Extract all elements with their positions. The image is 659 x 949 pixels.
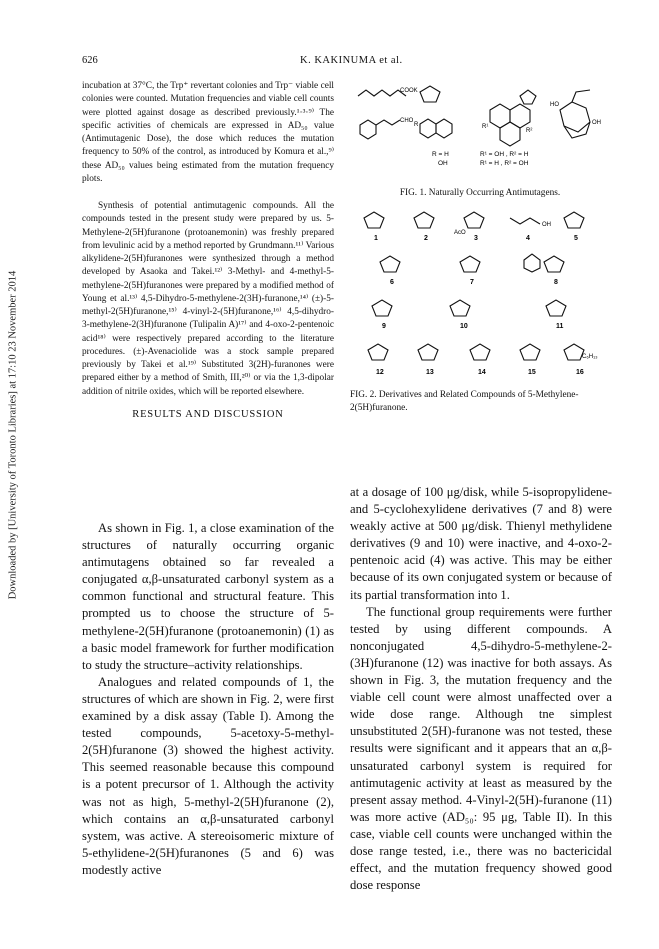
compound-number-15: 15 — [528, 369, 536, 376]
fig2-label-aco: AcO — [454, 230, 466, 236]
compound-number-14: 14 — [478, 369, 486, 376]
synthesis-paragraph: Synthesis of potential antimutagenic compounds. All the compounds tested in the present study were prepared by us. 5-Methylene-2(5H)furanone (protoanemonin) was freshly prepared from levulinic acid by a method reported by Grundmann.¹¹⁾ Various alkylidene-2(5H)furanones were synthesized through a method developed by Asaoka and Takei.¹²⁾ 3-Methyl- and 4-methyl-5-methylene-2(5H)furanones were prepared by a modified method of Young et al.¹³⁾ 4,5-Dihydro-5-methylene-2(3H)-furanone,¹⁴⁾ (±)-5-methyl-2(5H)furanone,¹⁵⁾ 4-vinyl-2-(5H)furanone,¹⁶⁾ 4,5-dihydro-3-methylene-2(3H)furanone (Tulipalin A)¹⁷⁾ and 4-oxo-2-pentenoic acid¹⁸⁾ were respectively prepared according to the literature procedures. (±)-Avenaciolide was a stock sample prepared previously by Takei et al.¹⁹⁾ Substituted 3(2H)-furanones were prepared either by a method of Smith, III,²⁰⁾ or via the 1,3-dipolar addition of nitrile oxides, which will be reported elsewhere. — [82, 201, 334, 397]
compound-number-13: 13 — [426, 369, 434, 376]
polyene-chain-shape — [358, 90, 406, 96]
methods-paragraph: incubation at 37°C, the Trp⁺ revertant colonies and Trp⁻ viable cell colonies were counted. Mutation frequencies and viable cell counts were plotted against dosage as described previously.¹·³·⁹⁾ The specific activities of chemicals are expressed in AD₅₀ value (Antimutagenic Dose), the dose which reduces the mutation frequency to 50% of the control, as introduced by Komura et al.,⁹⁾ these AD₅₀ values being estimated from the mutation frequency plots. — [82, 81, 334, 184]
compound-number-7: 7 — [470, 279, 474, 286]
results-paragraph-1: As shown in Fig. 1, a close examination of the structures of naturally occurring organic antimutagens obtained so far revealed a conjugated α,β-unsaturated carbonyl system as a common functional and structural feature. This prompted us to choose the structure of 5-methylene-2(5H)furanone (protoanemonin) (1) as a basic model framework for further modification to study the structure–activity relationships. — [82, 521, 334, 672]
results-paragraph-2: Analogues and related compounds of 1, the structures of which are shown in Fig. 2, were first examined by a disk assay (Table I). Among the tested compounds, 5-acetoxy-5-methyl-2(5H)furanone (3) showed the highest activity. This seemed reasonable because this compound is a potent precursor of 1. Although the activity was not as high, 5-methyl-2(5H)furanone (2), which contains an α,β-unsaturated carbonyl system, was active. A stereoisomeric mixture of 5-ethylidene-2(5H)furanones (5 and 6) was modestly active — [82, 674, 334, 877]
fig1-label-r: R — [414, 122, 419, 128]
compound-number-9: 9 — [382, 323, 386, 330]
compound-number-8: 8 — [554, 279, 558, 286]
fig1-label-r1-h: R¹ = H , R² = OH — [480, 160, 529, 167]
figure-2 — [350, 210, 610, 430]
right-column-text — [350, 484, 612, 894]
figure-2-structures — [350, 210, 610, 380]
compound-number-4: 4 — [526, 235, 530, 242]
left-column-large — [82, 520, 334, 879]
compound-number-3: 3 — [474, 235, 478, 242]
figure-2-caption: FIG. 2. Derivatives and Related Compounds of 5-Methylene-2(5H)furanone. — [350, 390, 579, 413]
fig1-label-r-oh: OH — [438, 160, 448, 167]
compound-number-2: 2 — [424, 235, 428, 242]
compound-number-1: 1 — [374, 235, 378, 242]
fig1-label-r-h: R = H — [432, 151, 449, 158]
discussion-paragraph-1: at a dosage of 100 μg/disk, while 5-isopropylidene- and 5-cyclohexylidene derivatives (7 and 8) were weakly active at 500 μg/disk. Thienyl methylidene derivatives (9 and 10) were inactive, and 4-oxo-2-pentenoic acid (4) was active. This may be either because of its own conjugated system or because of its partial transformation into 1. — [350, 485, 612, 602]
left-column-small — [82, 80, 334, 432]
benzene-ring-shape — [360, 120, 376, 139]
fig1-label-r2: R² — [526, 128, 533, 134]
side-note-text: Downloaded by [University of Toronto Libraries] at 17:10 23 November 2014 — [7, 270, 19, 600]
furanone-ring-shape — [420, 86, 440, 102]
figure-1 — [350, 80, 610, 198]
fig1-label-cho: CHO — [400, 118, 414, 124]
fig1-label-r1-oh: R¹ = OH , R² = H — [480, 151, 529, 158]
compound-number-10: 10 — [460, 323, 468, 330]
compound-number-6: 6 — [390, 279, 394, 286]
compound-number-16: 16 — [576, 369, 584, 376]
fig1-label-oh: OH — [592, 120, 601, 126]
page-number: 626 — [82, 55, 98, 66]
compound-number-12: 12 — [376, 369, 384, 376]
fig1-label-ho: HO — [550, 102, 559, 108]
fig1-label-r1: R¹ — [482, 124, 489, 130]
discussion-paragraph-2: The functional group requirements were further tested by using different compounds. A nonconjugated 4,5-dihydro-5-methylene-2-(3H)furanone (12) was inactive for both assays. As shown in Fig. 3, the mutation frequency and the viable cell count were almost unaffected over a wide dose range. Although tne simplest unsubstituted 2(5H)-furanone was not tested, these results were significant and it appears that an α,β-unsaturated carbonyl system is required for antimutagenic activity at least as measured by the present assay method. 4-Vinyl-2(5H)-furanone (11) was more active (AD₅₀: 95 μg, Table II). In this case, viable cell counts were unchanged within the dose range tested, i.e., there was no bactericidal effect, and the mutation frequency showed good dose response — [350, 604, 612, 893]
download-side-note — [6, 200, 20, 670]
fig2-label-oh: OH — [542, 222, 551, 228]
figure-1-caption: FIG. 1. Naturally Occurring Antimutagens. — [399, 188, 561, 198]
fig1-label-cook: COOK — [400, 88, 418, 94]
compound-number-11: 11 — [556, 323, 564, 330]
running-head: K. KAKINUMA et al. — [300, 55, 403, 66]
fig2-label-c6h13: C₆H₁₃ — [582, 354, 598, 360]
section-title: RESULTS AND DISCUSSION — [132, 408, 284, 420]
figure-1-structures — [350, 80, 610, 180]
compound-number-5: 5 — [574, 235, 578, 242]
